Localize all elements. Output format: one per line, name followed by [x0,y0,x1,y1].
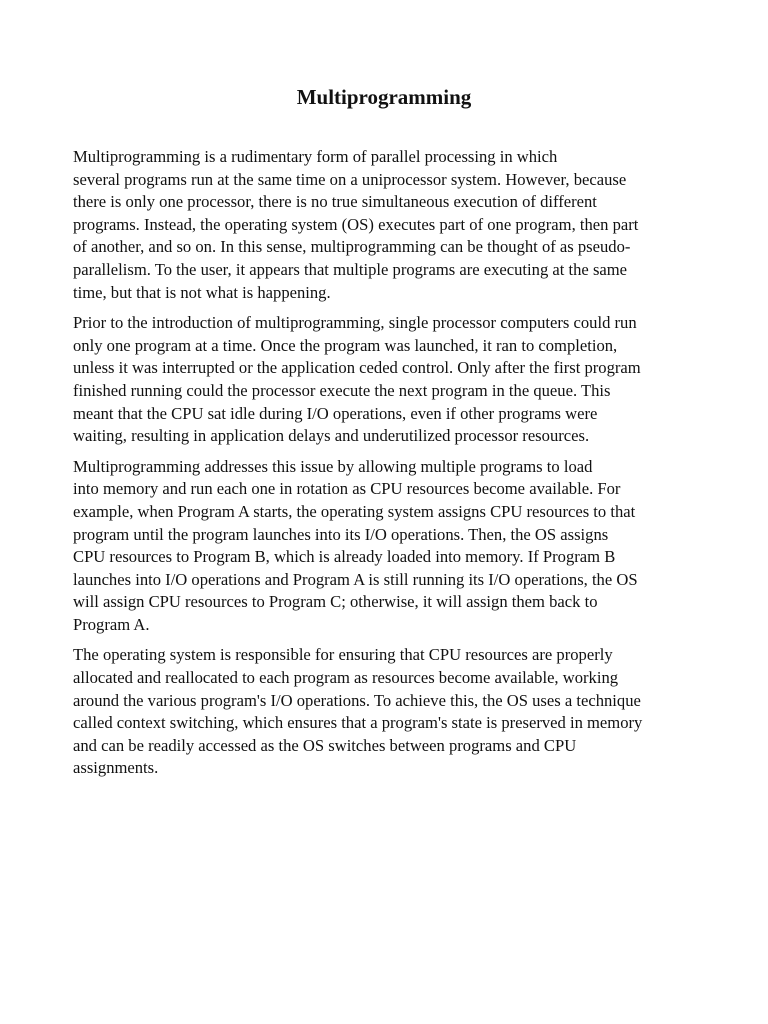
text-line: programs. Instead, the operating system (OS) executes part of one program, then part [73,214,639,234]
text-line: meant that the CPU sat idle during I/O operations, even if other programs were [73,403,598,423]
text-line: several programs run at the same time on a uniprocessor system. However, because [73,169,627,189]
paragraph-4 [73,644,698,780]
text-line: The operating system is responsible for ensuring that CPU resources are properly [73,645,613,665]
text-line: Prior to the introduction of multiprogramming, single processor computers could run [73,313,637,333]
text-line: launches into I/O operations and Program A is still running its I/O operations, the OS [73,569,638,589]
text-line: example, when Program A starts, the operating system assigns CPU resources to that [73,501,636,521]
text-line: there is only one processor, there is no true simultaneous execution of different [73,192,597,212]
paragraph-3 [73,456,698,637]
text-line: into memory and run each one in rotation as CPU resources become available. For [73,479,621,499]
text-line: of another, and so on. In this sense, multiprogramming can be thought of as pseudo- [73,237,631,257]
text-line: finished running could the processor execute the next program in the queue. This [73,380,611,400]
text-line: unless it was interrupted or the application ceded control. Only after the first program [73,358,641,378]
paragraph-2 [73,312,698,448]
text-line: time, but that is not what is happening. [73,282,331,302]
text-line: allocated and reallocated to each program as resources become available, working [73,668,619,688]
text-line: program until the program launches into its I/O operations. Then, the OS assigns [73,524,609,544]
text-line: Multiprogramming addresses this issue by allowing multiple programs to load [73,456,593,476]
text-line: called context switching, which ensures that a program's state is preserved in memory [73,713,643,733]
document-body [73,146,698,788]
text-line: Program A. [73,614,150,634]
text-line: parallelism. To the user, it appears that multiple programs are executing at the same [73,259,628,279]
paragraph-1 [73,146,698,304]
text-line: waiting, resulting in application delays and underutilized processor resources. [73,426,590,446]
text-line: CPU resources to Program B, which is already loaded into memory. If Program B [73,547,616,567]
text-line: only one program at a time. Once the program was launched, it ran to completion, [73,335,618,355]
text-line: Multiprogramming is a rudimentary form of parallel processing in which [73,147,558,166]
text-line: around the various program's I/O operations. To achieve this, the OS uses a technique [73,690,641,710]
text-line: assignments. [73,758,159,778]
page-title: Multiprogramming [296,85,472,109]
text-line: will assign CPU resources to Program C; otherwise, it will assign them back to [73,592,598,612]
text-line: and can be readily accessed as the OS switches between programs and CPU [73,735,577,755]
